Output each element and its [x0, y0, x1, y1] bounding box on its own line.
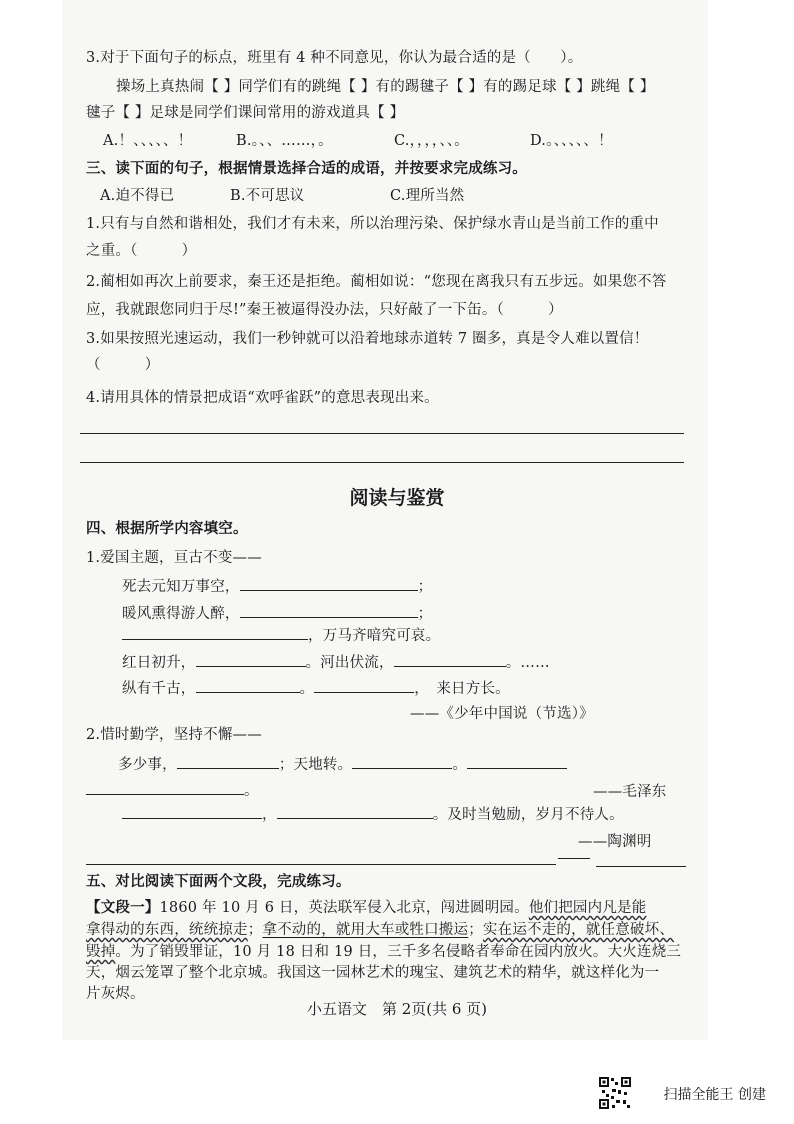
- answer-line-2[interactable]: [80, 462, 684, 463]
- page-footer: 小五语文 第 2页(共 6 页): [306, 1000, 488, 1018]
- fill-blank[interactable]: [467, 754, 567, 769]
- author-taoyuanming: ——陶渊明: [578, 834, 652, 850]
- divider-line: [558, 858, 590, 859]
- poem-text: 。河出伏流，: [305, 655, 394, 671]
- poem-text: ， 来日方长。: [414, 681, 510, 697]
- fill-blank[interactable]: [314, 678, 414, 693]
- poem-text: 纵有千古，: [122, 681, 196, 697]
- q3-sentence-line2: 毽子【 】足球是同学们课间常用的游戏道具【 】: [86, 105, 405, 121]
- passage-label: 【文段一】: [86, 899, 160, 916]
- poem-punct: ；: [417, 579, 433, 595]
- fill-blank[interactable]: [122, 625, 308, 640]
- fill-blank[interactable]: [86, 780, 244, 795]
- passage-text: ；: [247, 922, 263, 938]
- poem-text: ，: [262, 807, 277, 823]
- q3-prompt: 3.对于下面句子的标点，班里有 4 种不同意见，你认为最合适的是（ ）。: [86, 50, 583, 66]
- passage-line-1: [86, 898, 646, 918]
- passage-line-3: [86, 942, 681, 962]
- fill-blank[interactable]: [394, 652, 506, 667]
- s3-q2-line1: 2.蔺相如再次上前要求，秦王还是拒绝。蔺相如说：“您现在离我只有五步远。如果您不答: [86, 274, 667, 290]
- passage-underlined-text: 毁掉: [86, 944, 116, 960]
- poem-line-1: [122, 576, 432, 597]
- fill-blank[interactable]: [240, 576, 418, 591]
- poem-line-5: [122, 678, 510, 699]
- tao-line: [122, 804, 624, 825]
- fill-blank[interactable]: [196, 678, 300, 693]
- fill-blank[interactable]: [196, 652, 306, 667]
- fill-blank[interactable]: [277, 804, 433, 819]
- q3-option-a: A.！、、、、、！: [103, 133, 193, 149]
- idiom-choice-a: A.迫不得已: [100, 188, 175, 204]
- passage-underlined-text: 拿得动的东西，统统掠走: [86, 922, 248, 938]
- author-maozedong: ——毛泽东: [593, 784, 667, 800]
- poem-text: 死去元知万事空，: [122, 579, 240, 595]
- section4-heading: 四、根据所学内容填空。: [86, 520, 248, 537]
- section3-heading: 三、读下面的句子，根据情景选择合适的成语，并按要求完成练习。: [86, 160, 527, 177]
- section5-heading: 五、对比阅读下面两个文段，完成练习。: [86, 873, 351, 890]
- reading-section-title: 阅读与鉴赏: [349, 487, 445, 509]
- s3-q3-line2: （ ）: [86, 357, 160, 373]
- poem-text: ，万马齐喑究可哀。: [308, 628, 441, 644]
- s3-q3-line1: 3.如果按照光速运动，我们一秒钟就可以沿着地球赤道转 7 圈多，真是令人难以置信！: [86, 331, 649, 347]
- answer-line-1[interactable]: [80, 433, 684, 434]
- fill-blank[interactable]: [240, 603, 418, 618]
- passage-text: ；: [468, 922, 483, 938]
- s4-topic2: 2.惜时勤学，坚持不懈——: [86, 727, 262, 743]
- s4-topic1: 1.爱国主题，亘古不变——: [86, 550, 262, 566]
- poem-text: 。: [452, 757, 468, 773]
- fill-blank[interactable]: [352, 754, 452, 769]
- maoze-line-2: [86, 780, 259, 801]
- poem-text: 暖风熏得游人醉，: [122, 606, 240, 622]
- poem-text: 。及时当勉励，岁月不待人。: [432, 807, 624, 823]
- q3-option-d: D.。、、、、、！: [530, 133, 613, 149]
- passage-underlined-text: 他们把园内凡是能: [528, 900, 647, 916]
- poem-punct: ；: [417, 606, 433, 622]
- poem-text: 。……: [505, 655, 550, 671]
- s3-q4-prompt: 4.请用具体的情景把成语“欢呼雀跃”的意思表现出来。: [86, 390, 439, 406]
- s3-q1-line1: 1.只有与自然和谐相处，我们才有未来，所以治理污染、保护绿水青山是当前工作的重中: [86, 216, 659, 232]
- divider-line: [86, 864, 556, 865]
- poem-text: 多少事，: [118, 757, 177, 773]
- q3-sentence-line1: 操场上真热闹【 】同学们有的跳绳【 】有的踢毽子【 】有的踢足球【 】跳绳【 】: [116, 79, 655, 95]
- passage-text: 1860 年 10 月 6 日，英法联军侵入北京，闯进圆明园。: [159, 900, 529, 916]
- s3-q2-line2: 应，我就跟您同归于尽!”秦王被逼得没办法，只好敲了一下缶。（ ）: [86, 302, 563, 318]
- passage-underlined-text: 拿不动的，就用大车或牲口搬运: [262, 922, 469, 938]
- poem-source: ——《少年中国说（节选）》: [410, 706, 594, 722]
- poem-line-2: [122, 603, 432, 624]
- idiom-choice-b: B.不可思议: [230, 188, 305, 204]
- q3-option-c: C.，，，，、、。: [394, 133, 469, 149]
- maoze-line-1: [118, 754, 567, 775]
- poem-line-3: [122, 625, 440, 646]
- q3-option-b: B.。、、……，。: [236, 133, 333, 149]
- divider-line: [596, 866, 686, 867]
- qr-code-icon: [598, 1076, 632, 1110]
- poem-text: 红日初升，: [122, 655, 196, 671]
- passage-underlined-text: 实在运不走的，就任意破坏、: [482, 922, 675, 938]
- s3-q1-line2: 之重。（ ）: [86, 243, 197, 259]
- scanner-watermark: 扫描全能王 创建: [663, 1087, 766, 1103]
- passage-line-4: 天，烟云笼罩了整个北京城。我国这一园林艺术的瑰宝、建筑艺术的精华，就这样化为一: [86, 965, 660, 981]
- passage-line-5: 片灰烬。: [86, 986, 145, 1002]
- poem-line-4: [122, 652, 550, 673]
- poem-text: 。: [244, 783, 259, 799]
- passage-text: 。为了销毁罪证，10 月 18 日和 19 日，三千多名侵略者奉命在园内放火。大火连烧三: [115, 944, 682, 960]
- passage-line-2: [86, 920, 674, 940]
- idiom-choice-c: C.理所当然: [390, 188, 465, 204]
- poem-text: ；天地转。: [278, 757, 353, 773]
- fill-blank[interactable]: [177, 754, 279, 769]
- fill-blank[interactable]: [122, 804, 262, 819]
- poem-text: 。: [299, 681, 315, 697]
